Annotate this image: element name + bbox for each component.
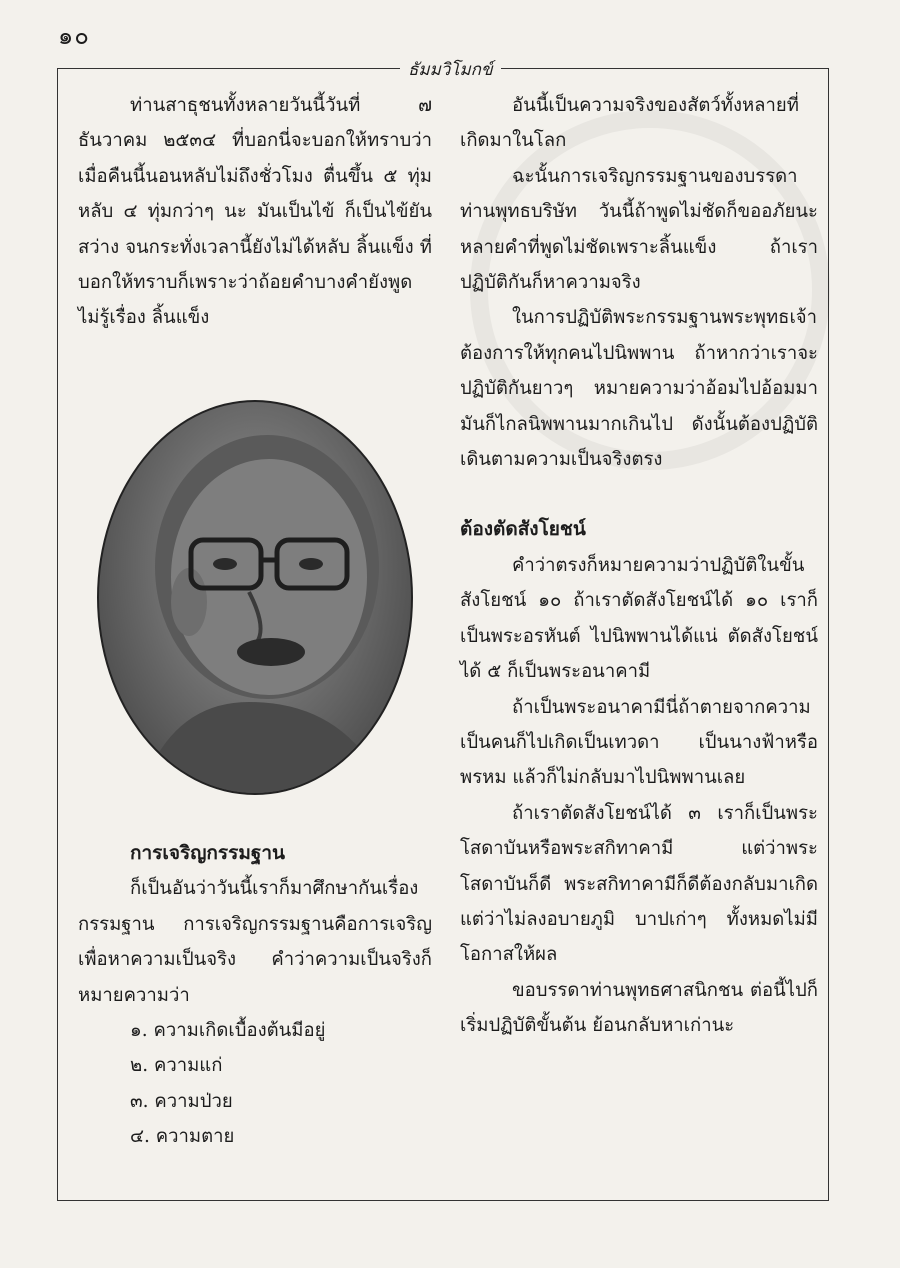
section-paragraph: ก็เป็นอันว่าวันนี้เราก็มาศึกษากันเรื่องกรรมฐาน การเจริญกรรมฐานคือการเจริญเพื่อหาความเป็นจริง คำว่าความเป็นจริงก็หมายความว่า	[78, 878, 432, 1006]
paragraph: ถ้าเราตัดสังโยชน์ได้ ๓ เราก็เป็นพระโสดาบันหรือพระสกิทาคามี แต่ว่าพระโสดาบันก็ดี พระสกิทาคามีก็ดีต้องกลับมาเกิด แต่ว่าไม่ลงอบายภูมิ บาปเก่าๆ ทั้งหมดไม่มีโอกาสให้ผล	[460, 802, 818, 966]
monk-portrait-icon	[99, 402, 413, 795]
left-column-top	[78, 88, 432, 336]
paragraph: ฉะนั้นการเจริญกรรมฐานของบรรดาท่านพุทธบริษัท วันนี้ถ้าพูดไม่ชัดก็ขออภัยนะ หลายคำที่พูดไม่ชัดเพราะลิ้นแข็ง ถ้าเราปฏิบัติกันก็หาความจริง	[460, 165, 818, 294]
list-item: ๒. ความแก่	[130, 1055, 223, 1077]
paragraph: คำว่าตรงก็หมายความว่าปฏิบัติในขั้นสังโยชน์ ๑๐ ถ้าเราตัดสังโยชน์ได้ ๑๐ เราก็เป็นพระอรหันต์ ไปนิพพานได้แน่ ตัดสังโยชน์ได้ ๕ ก็เป็นพระอนาคามี	[460, 554, 818, 683]
list-item: ๑. ความเกิดเบื้องต้นมีอยู่	[130, 1020, 326, 1042]
paragraph: ถ้าเป็นพระอนาคามีนี่ถ้าตายจากความเป็นคนก็ไปเกิดเป็นเทวดา เป็นนางฟ้าหรือพรหม แล้วก็ไม่กลับมาไปนิพพานเลย	[460, 696, 818, 789]
list-item: ๓. ความป่วย	[130, 1090, 233, 1112]
left-column-bottom	[78, 836, 432, 1155]
monk-portrait-photo	[97, 400, 413, 795]
right-column	[460, 88, 818, 1044]
paragraph: อันนี้เป็นความจริงของสัตว์ทั้งหลายที่เกิดมาในโลก	[460, 95, 799, 152]
paragraph: ในการปฏิบัติพระกรรมฐานพระพุทธเจ้าต้องการให้ทุกคนไปนิพพาน ถ้าหากว่าเราจะปฏิบัติกันยาวๆ หมายความว่าอ้อมไปอ้อมมามันก็ไกลนิพพานมากเกินไป ดังนั้นต้องปฏิบัติเดินตามความเป็นจริงตรง	[460, 307, 818, 471]
section-heading-kammatthana: การเจริญกรรมฐาน	[130, 842, 285, 864]
page-number: ๑๐	[58, 22, 90, 50]
running-header: ธัมมวิโมกข์	[400, 56, 501, 83]
section-heading-samyojana: ต้องตัดสังโยชน์	[460, 518, 586, 541]
paragraph: ขอบรรดาท่านพุทธศาสนิกชน ต่อนี้ไปก็เริ่มปฏิบัติขั้นต้น ย้อนกลับหาเก่านะ	[460, 979, 818, 1037]
list-item: ๔. ความตาย	[130, 1126, 235, 1148]
intro-paragraph: ท่านสาธุชนทั้งหลายวันนี้วันที่ ๗ ธันวาคม ๒๕๓๔ ที่บอกนี่จะบอกให้ทราบว่าเมื่อคืนนี้นอนหลับไม่ถึงชั่วโมง ตื่นขึ้น ๕ ทุ่มหลับ ๔ ทุ่มกว่าๆ นะ มันเป็นไข้ ก็เป็นไข้ยันสว่าง จนกระทั่งเวลานี้ยังไม่ได้หลับ ลิ้นแข็ง ที่บอกให้ทราบก็เพราะว่าถ้อยคำบางคำยังพูดไม่รู้เรื่อง ลิ้นแข็ง	[78, 95, 432, 329]
